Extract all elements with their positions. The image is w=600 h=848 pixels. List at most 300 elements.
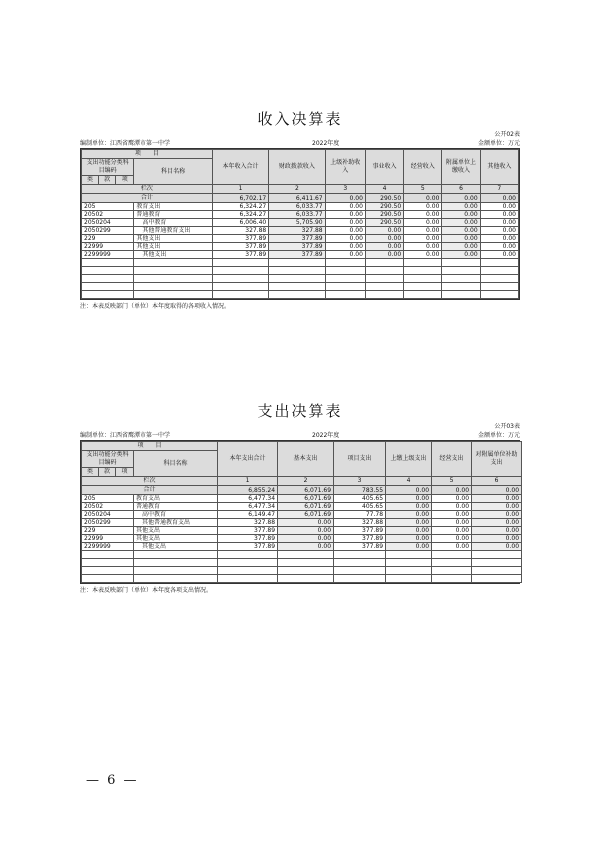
- empty-cell: [334, 559, 386, 567]
- empty-cell: [432, 559, 472, 567]
- expense-meta: [80, 431, 520, 440]
- total-value: 6,855.24: [218, 486, 278, 495]
- empty-cell: [472, 567, 522, 575]
- total-value: 783.55: [334, 486, 386, 495]
- amount-cell: 0.00: [404, 227, 442, 235]
- amount-cell: 405.65: [334, 503, 386, 511]
- amount-cell: 6,477.34: [218, 495, 278, 503]
- empty-cell: [134, 283, 213, 291]
- subject-code: 20502: [82, 211, 134, 219]
- subject-name: 其他支出: [134, 535, 218, 543]
- empty-cell: [218, 575, 278, 583]
- amount-cell: 0.00: [404, 243, 442, 251]
- column-header: 上缴上级支出: [386, 442, 432, 477]
- subject-name: 其他支出: [134, 543, 218, 551]
- table-row: [82, 227, 519, 235]
- empty-cell: [218, 551, 278, 559]
- expense-note: 注：本表反映部门（单位）本年度各项支出情况。: [80, 587, 213, 594]
- column-header: 对附属单位补助支出: [472, 442, 522, 477]
- amount-cell: 0.00: [432, 495, 472, 503]
- column-number: 6: [472, 477, 522, 486]
- empty-cell: [334, 551, 386, 559]
- amount-cell: 0.00: [472, 527, 522, 535]
- amount-cell: 377.89: [218, 535, 278, 543]
- income-table-code: 公开02表: [494, 131, 520, 138]
- subject-code: 2299999: [82, 543, 134, 551]
- table-row: [82, 235, 519, 243]
- empty-row: [82, 551, 522, 559]
- total-value: 290.50: [365, 194, 403, 203]
- amount-cell: 0.00: [404, 219, 442, 227]
- income-table-frame: [80, 148, 520, 300]
- amount-cell: 0.00: [386, 535, 432, 543]
- subject-name: 其他支出: [134, 251, 213, 259]
- empty-cell: [269, 291, 325, 299]
- empty-cell: [134, 559, 218, 567]
- kuan-header: 款: [99, 468, 116, 477]
- column-header: 基本支出: [278, 442, 334, 477]
- total-value: 0.00: [480, 194, 518, 203]
- expense-table: [81, 441, 522, 583]
- table-row: [82, 251, 519, 259]
- column-number: 3: [334, 477, 386, 486]
- lanci-label: 栏次: [82, 477, 218, 486]
- amount-cell: 6,033.77: [269, 203, 325, 211]
- amount-cell: 290.50: [365, 211, 403, 219]
- project-header: 项 目: [82, 150, 213, 159]
- empty-cell: [472, 559, 522, 567]
- amount-cell: 0.00: [432, 511, 472, 519]
- empty-cell: [82, 567, 134, 575]
- amount-cell: 6,071.69: [278, 511, 334, 519]
- total-value: 6,702.17: [212, 194, 268, 203]
- total-value: 0.00: [404, 194, 442, 203]
- income-unit: 金额单位：万元: [477, 140, 520, 147]
- empty-cell: [472, 551, 522, 559]
- column-number: 5: [404, 185, 442, 194]
- lei-header: 类: [82, 468, 99, 477]
- empty-cell: [134, 567, 218, 575]
- amount-cell: 290.50: [365, 203, 403, 211]
- amount-cell: 377.89: [218, 543, 278, 551]
- subject-code: 22999: [82, 243, 134, 251]
- subject-name: 高中教育: [134, 511, 218, 519]
- column-header: 事业收入: [365, 150, 403, 185]
- amount-cell: 0.00: [278, 535, 334, 543]
- income-org: 编制单位：江西省鹰潭市第一中学: [80, 140, 171, 147]
- empty-cell: [365, 267, 403, 275]
- empty-cell: [432, 575, 472, 583]
- empty-cell: [82, 275, 134, 283]
- amount-cell: 377.89: [334, 535, 386, 543]
- empty-cell: [404, 283, 442, 291]
- total-value: 6,071.69: [278, 486, 334, 495]
- empty-cell: [212, 291, 268, 299]
- xiang-header: 项: [116, 468, 134, 477]
- total-label: 合计: [82, 194, 213, 203]
- amount-cell: 0.00: [404, 251, 442, 259]
- subject-code: 22999: [82, 535, 134, 543]
- subject-name-header: 科目名称: [134, 451, 218, 477]
- page-number: — 6 —: [86, 773, 139, 788]
- total-value: 0.00: [442, 194, 480, 203]
- empty-cell: [404, 291, 442, 299]
- amount-cell: 0.00: [386, 543, 432, 551]
- amount-cell: 0.00: [442, 219, 480, 227]
- amount-cell: 0.00: [472, 495, 522, 503]
- column-number: 4: [365, 185, 403, 194]
- empty-cell: [212, 275, 268, 283]
- empty-cell: [480, 283, 518, 291]
- amount-cell: 0.00: [442, 235, 480, 243]
- expense-section: [80, 400, 520, 595]
- amount-cell: 0.00: [386, 527, 432, 535]
- amount-cell: 377.89: [269, 235, 325, 243]
- empty-cell: [432, 551, 472, 559]
- table-row: [82, 219, 519, 227]
- amount-cell: 0.00: [442, 211, 480, 219]
- empty-cell: [278, 559, 334, 567]
- empty-cell: [442, 275, 480, 283]
- lei-header: 类: [82, 176, 99, 185]
- subject-code: 229: [82, 235, 134, 243]
- column-header: 项目支出: [334, 442, 386, 477]
- empty-cell: [212, 267, 268, 275]
- table-row: [82, 527, 522, 535]
- empty-cell: [269, 275, 325, 283]
- column-number-row: [82, 185, 519, 194]
- subject-code: 205: [82, 495, 134, 503]
- subject-code: 229: [82, 527, 134, 535]
- empty-row: [82, 291, 519, 299]
- amount-cell: 0.00: [432, 503, 472, 511]
- expense-table-frame: [80, 440, 520, 584]
- empty-cell: [134, 259, 213, 267]
- column-number-row: [82, 477, 522, 486]
- amount-cell: 0.00: [442, 203, 480, 211]
- amount-cell: 5,705.90: [269, 219, 325, 227]
- amount-cell: 0.00: [325, 251, 365, 259]
- amount-cell: 0.00: [325, 219, 365, 227]
- amount-cell: 0.00: [386, 503, 432, 511]
- func-class-header: 支出功能分类科目编码: [82, 159, 134, 176]
- empty-cell: [386, 551, 432, 559]
- empty-cell: [386, 567, 432, 575]
- amount-cell: 0.00: [442, 227, 480, 235]
- empty-cell: [134, 551, 218, 559]
- amount-cell: 377.89: [334, 527, 386, 535]
- table-row: [82, 519, 522, 527]
- expense-year: 2022年度: [312, 432, 340, 439]
- amount-cell: 6,071.69: [278, 503, 334, 511]
- empty-cell: [334, 567, 386, 575]
- empty-row: [82, 259, 519, 267]
- subject-name: 其他支出: [134, 243, 213, 251]
- empty-cell: [365, 275, 403, 283]
- empty-cell: [480, 259, 518, 267]
- amount-cell: 0.00: [325, 227, 365, 235]
- header-row: [82, 150, 519, 159]
- amount-cell: 0.00: [325, 203, 365, 211]
- empty-cell: [212, 283, 268, 291]
- column-number: 5: [432, 477, 472, 486]
- empty-cell: [82, 259, 134, 267]
- subject-code: 2299999: [82, 251, 134, 259]
- amount-cell: 327.88: [212, 227, 268, 235]
- amount-cell: 0.00: [386, 519, 432, 527]
- header-row: [82, 442, 522, 451]
- column-number: 1: [218, 477, 278, 486]
- empty-cell: [82, 291, 134, 299]
- income-meta-top: [80, 130, 520, 139]
- empty-cell: [386, 575, 432, 583]
- amount-cell: 377.89: [334, 543, 386, 551]
- column-number: 2: [269, 185, 325, 194]
- column-header: 本年收入合计: [212, 150, 268, 185]
- empty-cell: [365, 291, 403, 299]
- table-row: [82, 495, 522, 503]
- table-row: [82, 535, 522, 543]
- amount-cell: 0.00: [386, 511, 432, 519]
- expense-meta-top: [80, 422, 520, 431]
- empty-cell: [269, 259, 325, 267]
- amount-cell: 0.00: [480, 251, 518, 259]
- subject-code: 2050204: [82, 511, 134, 519]
- expense-title: 支出决算表: [257, 402, 343, 420]
- total-value: 6,411.67: [269, 194, 325, 203]
- table-row: [82, 511, 522, 519]
- amount-cell: 0.00: [442, 251, 480, 259]
- column-number: 2: [278, 477, 334, 486]
- amount-cell: 0.00: [480, 243, 518, 251]
- subject-name: 普通教育: [134, 503, 218, 511]
- empty-cell: [442, 291, 480, 299]
- amount-cell: 0.00: [442, 243, 480, 251]
- empty-cell: [325, 259, 365, 267]
- subject-code: 2050204: [82, 219, 134, 227]
- column-header: 其他收入: [480, 150, 518, 185]
- amount-cell: 6,149.47: [218, 511, 278, 519]
- amount-cell: 0.00: [278, 519, 334, 527]
- amount-cell: 0.00: [325, 211, 365, 219]
- subject-name-header: 科目名称: [134, 159, 213, 185]
- amount-cell: 0.00: [404, 203, 442, 211]
- column-number: 1: [212, 185, 268, 194]
- amount-cell: 6,006.40: [212, 219, 268, 227]
- empty-cell: [278, 567, 334, 575]
- subject-name: 教育支出: [134, 495, 218, 503]
- income-meta: [80, 139, 520, 148]
- amount-cell: 0.00: [365, 251, 403, 259]
- table-row: [82, 211, 519, 219]
- income-year: 2022年度: [312, 140, 340, 147]
- empty-cell: [269, 283, 325, 291]
- amount-cell: 0.00: [386, 495, 432, 503]
- empty-cell: [325, 267, 365, 275]
- amount-cell: 0.00: [278, 543, 334, 551]
- empty-cell: [334, 575, 386, 583]
- empty-cell: [480, 291, 518, 299]
- income-table: [81, 149, 519, 299]
- amount-cell: 0.00: [432, 535, 472, 543]
- empty-cell: [218, 559, 278, 567]
- table-row: [82, 503, 522, 511]
- kuan-header: 款: [99, 176, 116, 185]
- amount-cell: 6,324.27: [212, 203, 268, 211]
- table-row: [82, 203, 519, 211]
- empty-cell: [134, 267, 213, 275]
- column-number: 6: [442, 185, 480, 194]
- empty-cell: [404, 267, 442, 275]
- amount-cell: 0.00: [480, 219, 518, 227]
- subject-name: 其他支出: [134, 527, 218, 535]
- amount-cell: 327.88: [269, 227, 325, 235]
- amount-cell: 6,477.34: [218, 503, 278, 511]
- subject-code: 20502: [82, 503, 134, 511]
- amount-cell: 405.65: [334, 495, 386, 503]
- empty-cell: [134, 291, 213, 299]
- empty-cell: [82, 267, 134, 275]
- column-header: 经营收入: [404, 150, 442, 185]
- column-header: 上级补助收入: [325, 150, 365, 185]
- amount-cell: 0.00: [365, 227, 403, 235]
- empty-row: [82, 567, 522, 575]
- empty-cell: [404, 275, 442, 283]
- amount-cell: 0.00: [404, 235, 442, 243]
- empty-cell: [325, 291, 365, 299]
- amount-cell: 0.00: [278, 527, 334, 535]
- total-label: 合计: [82, 486, 218, 495]
- amount-cell: 290.50: [365, 219, 403, 227]
- empty-cell: [480, 275, 518, 283]
- empty-cell: [325, 283, 365, 291]
- subject-code: 205: [82, 203, 134, 211]
- amount-cell: 377.89: [269, 251, 325, 259]
- empty-cell: [82, 551, 134, 559]
- subject-name: 高中教育: [134, 219, 213, 227]
- column-number: 7: [480, 185, 518, 194]
- amount-cell: 6,033.77: [269, 211, 325, 219]
- empty-cell: [386, 559, 432, 567]
- empty-cell: [278, 575, 334, 583]
- expense-org: 编制单位：江西省鹰潭市第一中学: [80, 432, 171, 439]
- subject-code: 2050299: [82, 519, 134, 527]
- expense-unit: 金额单位：万元: [477, 432, 520, 439]
- empty-row: [82, 283, 519, 291]
- table-row: [82, 543, 522, 551]
- column-header: 附属单位上缴收入: [442, 150, 480, 185]
- amount-cell: 0.00: [325, 235, 365, 243]
- empty-cell: [82, 559, 134, 567]
- empty-cell: [472, 575, 522, 583]
- column-number: 4: [386, 477, 432, 486]
- empty-row: [82, 559, 522, 567]
- empty-cell: [269, 267, 325, 275]
- amount-cell: 0.00: [432, 519, 472, 527]
- lanci-label: 栏次: [82, 185, 213, 194]
- empty-cell: [134, 575, 218, 583]
- total-value: 0.00: [386, 486, 432, 495]
- total-value: 0.00: [325, 194, 365, 203]
- empty-row: [82, 275, 519, 283]
- empty-cell: [480, 267, 518, 275]
- subject-code: 2050299: [82, 227, 134, 235]
- expense-table-code: 公开03表: [494, 423, 520, 430]
- amount-cell: 0.00: [404, 211, 442, 219]
- amount-cell: 0.00: [472, 535, 522, 543]
- income-note: 注：本表反映部门（单位）本年度取得的各项收入情况。: [80, 303, 231, 310]
- amount-cell: 0.00: [480, 235, 518, 243]
- subject-name: 其他普通教育支出: [134, 227, 213, 235]
- amount-cell: 6,324.27: [212, 211, 268, 219]
- subject-name: 其他支出: [134, 235, 213, 243]
- empty-cell: [365, 259, 403, 267]
- table-row: [82, 243, 519, 251]
- amount-cell: 0.00: [325, 243, 365, 251]
- empty-cell: [365, 283, 403, 291]
- amount-cell: 6,071.69: [278, 495, 334, 503]
- amount-cell: 377.89: [212, 251, 268, 259]
- empty-cell: [212, 259, 268, 267]
- total-value: 0.00: [432, 486, 472, 495]
- amount-cell: 377.89: [212, 235, 268, 243]
- empty-cell: [218, 567, 278, 575]
- empty-cell: [278, 551, 334, 559]
- amount-cell: 327.88: [218, 519, 278, 527]
- empty-row: [82, 575, 522, 583]
- amount-cell: 0.00: [432, 543, 472, 551]
- column-header: 经营支出: [432, 442, 472, 477]
- amount-cell: 0.00: [472, 543, 522, 551]
- empty-cell: [82, 283, 134, 291]
- empty-cell: [442, 267, 480, 275]
- column-header: 本年支出合计: [218, 442, 278, 477]
- empty-cell: [325, 275, 365, 283]
- empty-cell: [404, 259, 442, 267]
- amount-cell: 377.89: [269, 243, 325, 251]
- subject-name: 其他普通教育支出: [134, 519, 218, 527]
- amount-cell: 0.00: [365, 235, 403, 243]
- empty-cell: [442, 283, 480, 291]
- column-header: 财政拨款收入: [269, 150, 325, 185]
- amount-cell: 0.00: [480, 227, 518, 235]
- total-row: [82, 486, 522, 495]
- amount-cell: 77.78: [334, 511, 386, 519]
- amount-cell: 0.00: [480, 203, 518, 211]
- subject-name: 普通教育: [134, 211, 213, 219]
- amount-cell: 0.00: [365, 243, 403, 251]
- empty-cell: [134, 275, 213, 283]
- amount-cell: 0.00: [480, 211, 518, 219]
- empty-cell: [82, 575, 134, 583]
- income-section: [80, 108, 520, 311]
- column-number: 3: [325, 185, 365, 194]
- amount-cell: 377.89: [212, 243, 268, 251]
- amount-cell: 327.88: [334, 519, 386, 527]
- xiang-header: 项: [116, 176, 134, 185]
- subject-name: 教育支出: [134, 203, 213, 211]
- total-row: [82, 194, 519, 203]
- amount-cell: 0.00: [472, 519, 522, 527]
- amount-cell: 0.00: [432, 527, 472, 535]
- amount-cell: 0.00: [472, 511, 522, 519]
- empty-row: [82, 267, 519, 275]
- func-class-header: 支出功能分类科目编码: [82, 451, 134, 468]
- amount-cell: 0.00: [472, 503, 522, 511]
- empty-cell: [442, 259, 480, 267]
- total-value: 0.00: [472, 486, 522, 495]
- amount-cell: 377.89: [218, 527, 278, 535]
